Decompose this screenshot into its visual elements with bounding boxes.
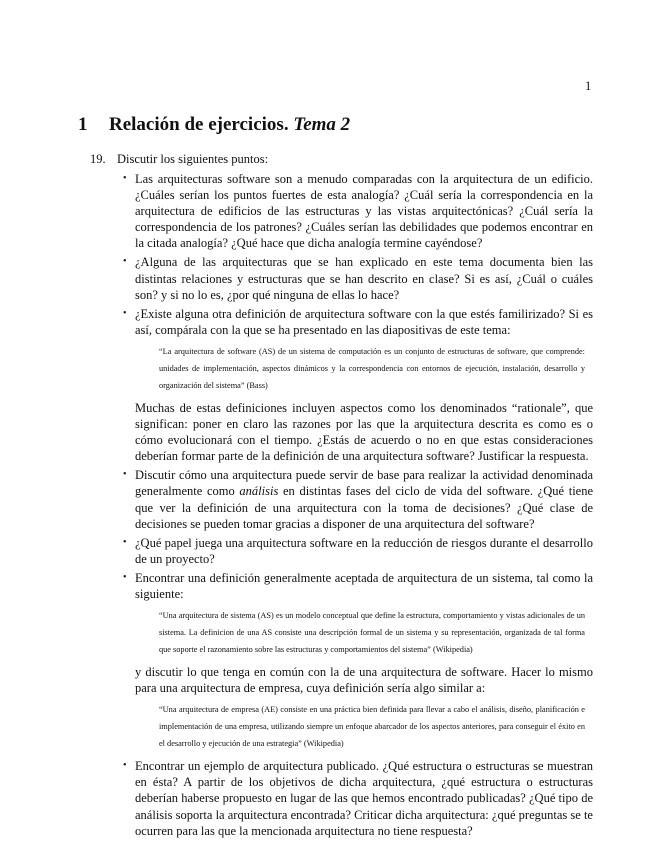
item-text: ¿Existe alguna otra definición de arquitectura software con la que estés familirizado? Si es así, compárala con la que se ha presentado en las diapositivas de este tema: [135,306,593,337]
list-item [123,535,593,567]
exercise-heading [90,152,268,167]
item-text-before: Discutir cómo una arquitectura puede servir de base para realizar la actividad denominada generalmente como [135,468,593,499]
exercise-items [0,171,655,842]
bullet-icon: • [123,173,127,184]
block-quote: “La arquitectura de software (AS) de un sistema de computación es un conjunto de estructuras de software, que comprende: unidades de implementación, aspectos dinámicos y la correspondencia con entornos de ejecución, instalación, desarrollo y organización del sistema” (Bass) [159,346,585,390]
block-quote: “Una arquitectura de sistema (AS) es un modelo conceptual que define la estructura, comportamiento y vistas adicionales de un sistema. La definicion de una AS consiste una descripción formal de un sistema y su representación, organizada de tal forma que soporte el razonamiento sobre las estructuras y comportamientos del sistema” (Wikipedia) [159,611,585,655]
section-heading [78,114,350,136]
list-item [123,254,593,302]
list-item [123,467,594,531]
item-text [135,467,593,531]
exercise-prompt: Discutir los siguientes puntos: [117,152,269,166]
bullet-icon: • [123,469,127,481]
item-text: ¿Qué papel juega una arquitectura software en la reducción de riesgos durante el desarrollo de un proyecto? [135,535,593,566]
list-item [123,306,593,465]
list-item [123,758,593,838]
page-number: 1 [585,79,592,93]
section-title-italic: Tema 2 [293,114,351,135]
section-title: Relación de ejercicios. [109,114,289,135]
bullet-icon: • [123,307,127,319]
item-text: Las arquitecturas software son a menudo comparadas con la arquitectura de un edificio. ¿Cuáles serían los puntos fuertes de esta analogía? ¿Cuál sería la correspondencia en la arquitectura de edificios de las estructuras y las vistas arquitectónicas? ¿Cuál sería la correspondencia de los patrones? ¿Cuáles serían las debilidades que podemos encontrar en la citada analogía? ¿Qué hace que dicha analogía termine cayéndose? [135,172,593,251]
item-continuation: y discutir lo que tenga en común con la de una arquitectura de software. Hacer lo mismo para una arquitectura de empresa, cuya definición sería algo similar a: [135,665,593,696]
list-item [123,570,593,752]
bullet-icon: • [123,571,127,583]
item-text: ¿Alguna de las arquitecturas que se han explicado en este tema documenta bien las distintas relaciones y estructuras que se han descrito en clase? Si es así, ¿Cuál o cuáles son? y si no lo es, ¿por qué ninguna de ellas lo hace? [135,255,593,302]
bullet-icon: • [123,760,127,772]
bullet-icon: • [123,256,127,268]
section-number: 1 [78,114,88,135]
block-quote: “Una arquitectura de empresa (AE) consiste en una práctica bien definida para llevar a cabo el análisis, diseño, planificación e implementación de una empresa, utilizando siempre un enfoque abarcador de los aspectos anteriores, para conseguir el éxito en el desarrollo y ejecución de una estrategia” (Wikipedia) [159,705,585,749]
item-text: Encontrar un ejemplo de arquitectura publicado. ¿Qué estructura o estructuras se muestran en ésta? A partir de los objetivos de dicha arquitectura, ¿qué estructura o estructuras deberían haberse propuesto en lugar de las que hemos encontrado publicadas? ¿Qué tipo de análisis soporta la arquitectura encontrada? Criticar dicha arquitectura: ¿qué preguntas se te ocurren para las que la mencionada arquitectura no tiene respuesta? [135,759,593,838]
item-continuation: Muchas de estas definiciones incluyen aspectos como los denominados “rationale”, que significan: poner en claro las razones por las que la arquitectura descrita es como es o cómo evolucionará con el tiempo. ¿Estás de acuerdo o no en que estas consideraciones deberían formar parte de la definición de una arquitectura software? Justificar la respuesta. [135,400,593,464]
item-text-after: en distintas fases del ciclo de vida del software. ¿Qué tiene que ver la definición de una arquitectura con la toma de decisiones? ¿Qué clase de decisiones se pueden tomar gracias a disponer de una arquitectura del software? [135,484,594,531]
exercise-number: 19. [90,152,106,166]
bullet-icon: • [123,536,127,548]
item-text-italic: análisis [239,484,279,499]
item-text: Encontrar una definición generalmente aceptada de arquitectura de un sistema, tal como la siguiente: [135,570,593,601]
list-item [123,171,593,251]
